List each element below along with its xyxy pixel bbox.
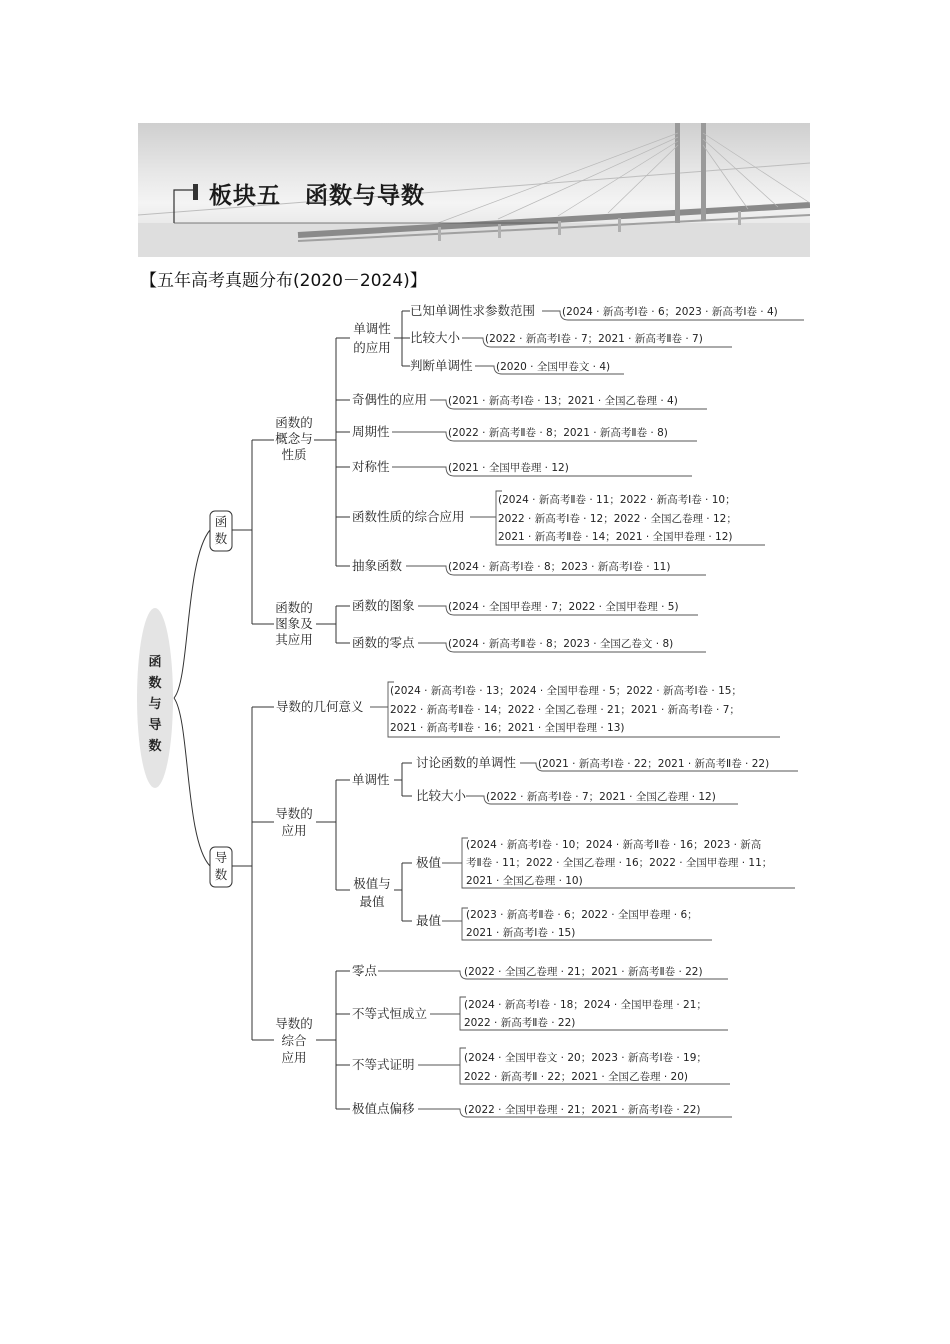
- node-compare: 比较大小: [410, 330, 461, 345]
- root-char: 数: [148, 676, 162, 691]
- node-max-val: 最值: [416, 913, 442, 928]
- section-heading: 【五年高考真题分布(2020－2024)】: [140, 271, 427, 291]
- exam-ref: (2021 · 新高考Ⅰ卷 · 22；2021 · 新高考Ⅱ卷 · 22): [538, 758, 770, 770]
- exam-ref: (2024 · 新高考Ⅰ卷 · 13；2024 · 全国甲卷理 · 5；2022 · 新高考Ⅰ卷 · 15；: [390, 685, 742, 697]
- node-deriv-app-line: 导数的: [275, 806, 313, 821]
- exam-ref: 2021 · 新高考Ⅱ卷 · 16；2021 · 全国甲卷理 · 13): [390, 722, 625, 734]
- node-judge-mono: 判断单调性: [410, 358, 473, 373]
- node-d-compare: 比较大小: [416, 788, 467, 803]
- exam-ref: (2023 · 新高考Ⅱ卷 · 6；2022 · 全国甲卷理 · 6；: [466, 909, 698, 921]
- exam-ref: (2024 · 新高考Ⅱ卷 · 8；2023 · 全国乙卷文 · 8): [448, 638, 674, 650]
- node-mono-app-line: 单调性: [353, 321, 391, 336]
- root-char: 导: [148, 718, 162, 733]
- node-deriv-comp-line: 应用: [281, 1050, 307, 1065]
- branch-derivative-char: 导: [214, 850, 228, 865]
- node-func-graph: 函数的图象: [352, 598, 415, 613]
- node-param-range: 已知单调性求参数范围: [410, 303, 536, 318]
- root-char: 函: [148, 655, 162, 670]
- exam-ref: 2021 · 新高考Ⅰ卷 · 15): [466, 927, 576, 939]
- node-graph-line: 函数的: [275, 600, 313, 615]
- node-props-comp: 函数性质的综合应用: [352, 509, 465, 524]
- node-extreme-line: 极值与: [353, 876, 391, 891]
- node-parity: 奇偶性的应用: [352, 392, 428, 407]
- node-offset: 极值点偏移: [352, 1101, 415, 1116]
- exam-ref: 2022 · 新高考Ⅱ · 22；2021 · 全国乙卷理 · 20): [464, 1071, 688, 1083]
- exam-ref: (2021 · 全国甲卷理 · 12): [448, 462, 569, 474]
- node-symmetry: 对称性: [352, 459, 390, 474]
- branch-function-char: 数: [214, 531, 228, 546]
- node-graph-line: 图象及: [275, 616, 313, 631]
- node-zero: 零点: [352, 963, 378, 978]
- node-period: 周期性: [352, 424, 390, 439]
- exam-ref: (2024 · 新高考Ⅰ卷 · 6；2023 · 新高考Ⅰ卷 · 4): [562, 306, 778, 318]
- node-graph-line: 其应用: [275, 632, 313, 647]
- exam-ref: (2022 · 新高考Ⅱ卷 · 8；2021 · 新高考Ⅱ卷 · 8): [448, 427, 668, 439]
- node-geo-meaning: 导数的几何意义: [276, 699, 364, 714]
- root-char: 与: [148, 697, 162, 712]
- node-deriv-app-line: 应用: [281, 823, 307, 838]
- exam-ref: (2024 · 新高考Ⅰ卷 · 10；2024 · 新高考Ⅱ卷 · 16；2023 · 新高: [466, 839, 762, 851]
- exam-ref: (2024 · 新高考Ⅰ卷 · 18；2024 · 全国甲卷理 · 21；: [464, 999, 707, 1011]
- node-ineq-hold: 不等式恒成立: [352, 1006, 428, 1021]
- exam-ref: (2022 · 全国乙卷理 · 21；2021 · 新高考Ⅱ卷 · 22): [464, 966, 703, 978]
- exam-ref: (2024 · 全国甲卷文 · 20；2023 · 新高考Ⅰ卷 · 19；: [464, 1052, 707, 1064]
- exam-ref: (2022 · 新高考Ⅰ卷 · 7；2021 · 新高考Ⅱ卷 · 7): [485, 333, 703, 345]
- node-concept-line: 函数的: [275, 415, 313, 430]
- exam-ref: 2022 · 新高考Ⅱ卷 · 22): [464, 1017, 576, 1029]
- node-discuss-mono: 讨论函数的单调性: [416, 755, 517, 770]
- branch-derivative-char: 数: [214, 867, 228, 882]
- exam-ref: (2022 · 全国甲卷理 · 21；2021 · 新高考Ⅰ卷 · 22): [464, 1104, 701, 1116]
- exam-ref: 考Ⅱ卷 · 11；2022 · 全国乙卷理 · 16；2022 · 全国甲卷理 · 11；: [466, 857, 773, 869]
- exam-ref: (2024 · 新高考Ⅰ卷 · 8；2023 · 新高考Ⅰ卷 · 11): [448, 561, 671, 573]
- node-mono-app-line: 的应用: [353, 340, 391, 355]
- node-concept-line: 概念与: [275, 431, 313, 446]
- exam-ref: (2024 · 新高考Ⅱ卷 · 11；2022 · 新高考Ⅰ卷 · 10；: [498, 494, 736, 506]
- exam-ref: 2022 · 新高考Ⅰ卷 · 12；2022 · 全国乙卷理 · 12；: [498, 513, 737, 525]
- exam-ref: 2021 · 全国乙卷理 · 10): [466, 875, 583, 887]
- node-deriv-comp-line: 综合: [281, 1033, 307, 1048]
- root-node: [148, 654, 161, 754]
- root-char: 数: [148, 739, 162, 754]
- exam-ref: 2022 · 新高考Ⅱ卷 · 14；2022 · 全国乙卷理 · 21；2021 · 新高考Ⅰ卷 · 7；: [390, 704, 740, 716]
- node-d-mono: 单调性: [352, 772, 390, 787]
- branch-function-char: 函: [214, 514, 228, 529]
- node-ext-val: 极值: [416, 855, 442, 870]
- exam-ref: (2024 · 全国甲卷理 · 7；2022 · 全国甲卷理 · 5): [448, 601, 679, 613]
- node-abstract: 抽象函数: [352, 558, 403, 573]
- page-title: 板块五 函数与导数: [209, 182, 425, 209]
- exam-ref: (2022 · 新高考Ⅰ卷 · 7；2021 · 全国乙卷理 · 12): [486, 791, 716, 803]
- node-deriv-comp-line: 导数的: [275, 1016, 313, 1031]
- exam-ref: (2021 · 新高考Ⅰ卷 · 13；2021 · 全国乙卷理 · 4): [448, 395, 678, 407]
- node-concept-line: 性质: [281, 447, 307, 462]
- node-extreme-line: 最值: [359, 894, 385, 909]
- exam-ref: (2020 · 全国甲卷文 · 4): [496, 361, 611, 373]
- exam-ref: 2021 · 新高考Ⅱ卷 · 14；2021 · 全国甲卷理 · 12): [498, 531, 733, 543]
- node-func-zero: 函数的零点: [352, 635, 415, 650]
- node-ineq-proof: 不等式证明: [352, 1057, 415, 1072]
